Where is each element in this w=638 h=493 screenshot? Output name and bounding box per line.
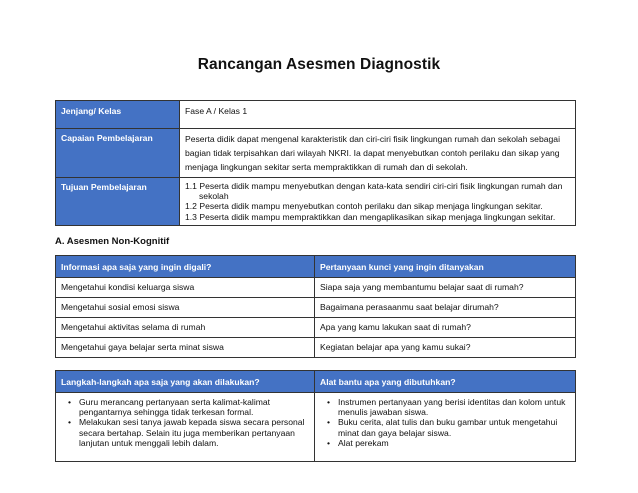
table-cell: Kegiatan belajar apa yang kamu sukai? xyxy=(315,338,576,358)
steps-list xyxy=(61,397,309,448)
column-header: Pertanyaan kunci yang ingin ditanyakan xyxy=(315,256,576,278)
jenjang-label: Jenjang/ Kelas xyxy=(56,101,180,129)
capaian-value: Peserta didik dapat mengenal karakteristik dan ciri-ciri fisik lingkungan rumah dan sekolah sebagai bagian tidak terpisahkan dari wilayah NKRI. Ia dapat menyebutkan contoh perilaku dan sikap yang menjaga lingkungan sekitar serta mempraktikkan di rumah dan di sekolah. xyxy=(180,129,576,178)
info-row-jenjang xyxy=(56,101,576,129)
table-header-row xyxy=(56,371,576,393)
table-row xyxy=(56,278,576,298)
table-cell: Bagaimana perasaanmu saat belajar dirumah? xyxy=(315,298,576,318)
jenjang-value: Fase A / Kelas 1 xyxy=(180,101,576,129)
info-row-capaian xyxy=(56,129,576,178)
table-header-row xyxy=(56,256,576,278)
column-header: Langkah-langkah apa saja yang akan dilakukan? xyxy=(56,371,315,393)
list-item: • Buku cerita, alat tulis dan buku gambar untuk mengetahui minat dan gaya belajar siswa. xyxy=(338,417,570,437)
table-row xyxy=(56,338,576,358)
list-item: • Guru merancang pertanyaan serta kalimat-kalimat pengantarnya sehingga tidak terkesan formal. xyxy=(79,397,309,417)
table-row xyxy=(56,298,576,318)
steps-cell xyxy=(56,393,315,462)
list-item: • Alat perekam xyxy=(338,438,570,448)
list-item: • Melakukan sesi tanya jawab kepada siswa secara personal secara bertahap. Selain itu juga memberikan pertanyaan lanjutan untuk menggali lebih dalam. xyxy=(79,417,309,448)
non-kognitif-table xyxy=(55,255,576,358)
column-header: Informasi apa saja yang ingin digali? xyxy=(56,256,315,278)
table-cell: Mengetahui aktivitas selama di rumah xyxy=(56,318,315,338)
page-title: Rancangan Asesmen Diagnostik xyxy=(197,56,441,73)
tujuan-item: 1.1 Peserta didik mampu menyebutkan dengan kata-kata sendiri ciri-ciri fisik lingkungan rumah dan xyxy=(185,181,563,191)
tujuan-item: 1.2 Peserta didik mampu menyebutkan contoh perilaku dan sikap menjaga lingkungan sekitar. xyxy=(185,201,543,212)
table-cell: Mengetahui gaya belajar serta minat siswa xyxy=(56,338,315,358)
table-cell: Mengetahui sosial emosi siswa xyxy=(56,298,315,318)
info-table xyxy=(55,100,576,226)
tools-cell xyxy=(315,393,576,462)
tujuan-label: Tujuan Pembelajaran xyxy=(56,178,180,226)
tujuan-item: sekolah xyxy=(199,191,229,202)
capaian-label: Capaian Pembelajaran xyxy=(56,129,180,178)
column-header: Alat bantu apa yang dibutuhkan? xyxy=(315,371,576,393)
table-row xyxy=(56,318,576,338)
info-row-tujuan xyxy=(56,178,576,226)
table-cell: Mengetahui kondisi keluarga siswa xyxy=(56,278,315,298)
table-row xyxy=(56,393,576,462)
langkah-table xyxy=(55,370,576,462)
table-cell: Apa yang kamu lakukan saat di rumah? xyxy=(315,318,576,338)
tujuan-item: 1.3 Peserta didik mampu mempraktikkan dan mengaplikasikan sikap menjaga lingkungan sekitar. xyxy=(185,211,556,222)
table-cell: Siapa saja yang membantumu belajar saat di rumah? xyxy=(315,278,576,298)
tools-list xyxy=(320,397,570,448)
list-item: • Instrumen pertanyaan yang berisi identitas dan kolom untuk menulis jawaban siswa. xyxy=(338,397,570,417)
tujuan-value xyxy=(180,178,576,226)
section-heading-non-kognitif: A. Asesmen Non-Kognitif xyxy=(55,236,170,247)
